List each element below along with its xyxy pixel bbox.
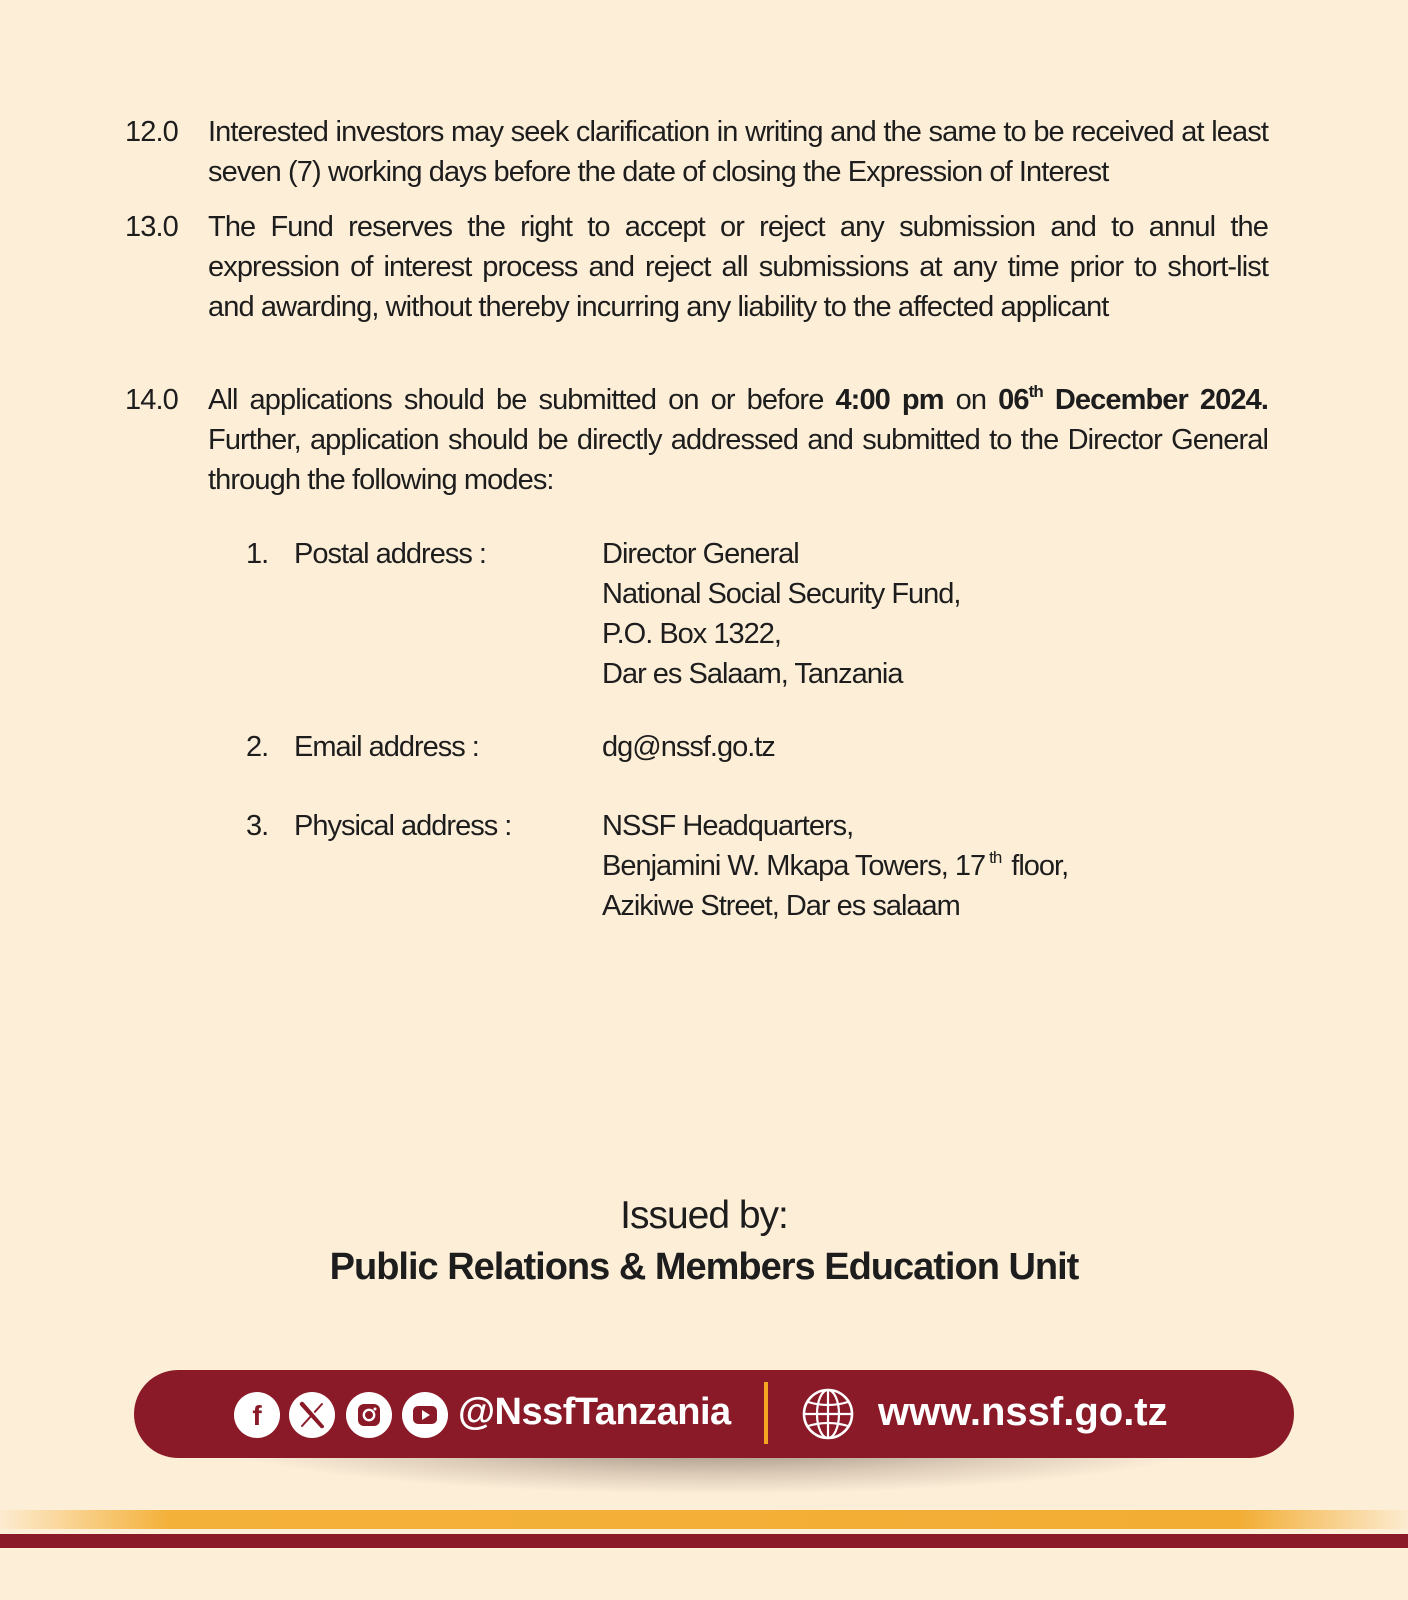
globe-icon	[800, 1386, 856, 1442]
facebook-icon[interactable]	[234, 1392, 280, 1438]
mode-label: Email address :	[294, 731, 479, 763]
deadline-day: 06th December 2024.	[998, 382, 1268, 416]
social-handle[interactable]: @NssfTanzania	[458, 1391, 731, 1433]
social-banner	[134, 1370, 1294, 1458]
footer-stripe-gold	[0, 1510, 1408, 1529]
physical-address	[602, 806, 1068, 926]
clause-14	[125, 380, 1268, 500]
clause-number: 14.0	[125, 384, 178, 416]
youtube-icon[interactable]	[402, 1392, 448, 1438]
email-link[interactable]: dg@nssf.go.tz	[602, 731, 775, 763]
email-address[interactable]	[602, 727, 775, 767]
footer-stripe-red	[0, 1534, 1408, 1548]
mode-number: 2.	[246, 731, 269, 763]
clause-text: Interested investors may seek clarification in writing and the same to be received at least seven (7) working days before the date of closing the Expression of Interest	[208, 116, 1268, 188]
banner-divider	[764, 1382, 768, 1444]
address-line: Dar es Salaam, Tanzania	[602, 658, 903, 690]
instagram-icon[interactable]	[346, 1392, 392, 1438]
clause-12	[125, 112, 1268, 192]
mode-number: 1.	[246, 538, 269, 570]
clause-number: 13.0	[125, 211, 178, 243]
mode-label: Physical address :	[294, 810, 512, 842]
clause-text: The Fund reserves the right to accept or reject any submission and to annul the expression of interest process and reject all submissions at any time prior to short-list and awarding, without thereby incurring any liability to the affected applicant	[208, 211, 1268, 323]
clause-on: on	[943, 384, 999, 416]
mode-number: 3.	[246, 810, 269, 842]
day-ordinal-suffix: th	[1028, 382, 1043, 401]
x-icon[interactable]	[289, 1392, 335, 1438]
clause-number: 12.0	[125, 116, 178, 148]
svg-text:f: f	[252, 1400, 262, 1431]
address-line: Azikiwe Street, Dar es salaam	[602, 890, 960, 922]
postal-address	[602, 534, 960, 694]
address-line: Director General	[602, 538, 799, 570]
website-link[interactable]: www.nssf.go.tz	[878, 1390, 1168, 1434]
issued-by-label: Issued by:	[620, 1194, 788, 1237]
address-line: National Social Security Fund,	[602, 578, 961, 610]
floor-ordinal-suffix: th	[989, 848, 1002, 867]
issuing-unit: Public Relations & Members Education Unit	[329, 1246, 1079, 1288]
mode-label: Postal address :	[294, 538, 486, 570]
address-line: P.O. Box 1322,	[602, 618, 781, 650]
clause-rest: Further, application should be directly addressed and submitted to the Director General through the following modes:	[208, 424, 1268, 496]
deadline-time: 4:00 pm	[835, 384, 944, 416]
clause-text	[208, 380, 1268, 500]
address-line: NSSF Headquarters,	[602, 810, 854, 842]
clause-13	[125, 207, 1268, 327]
clause-intro: All applications should be submitted on or before	[208, 384, 836, 416]
address-line: Benjamini W. Mkapa Towers, 17 $^{th}$ floor,	[602, 848, 1069, 882]
